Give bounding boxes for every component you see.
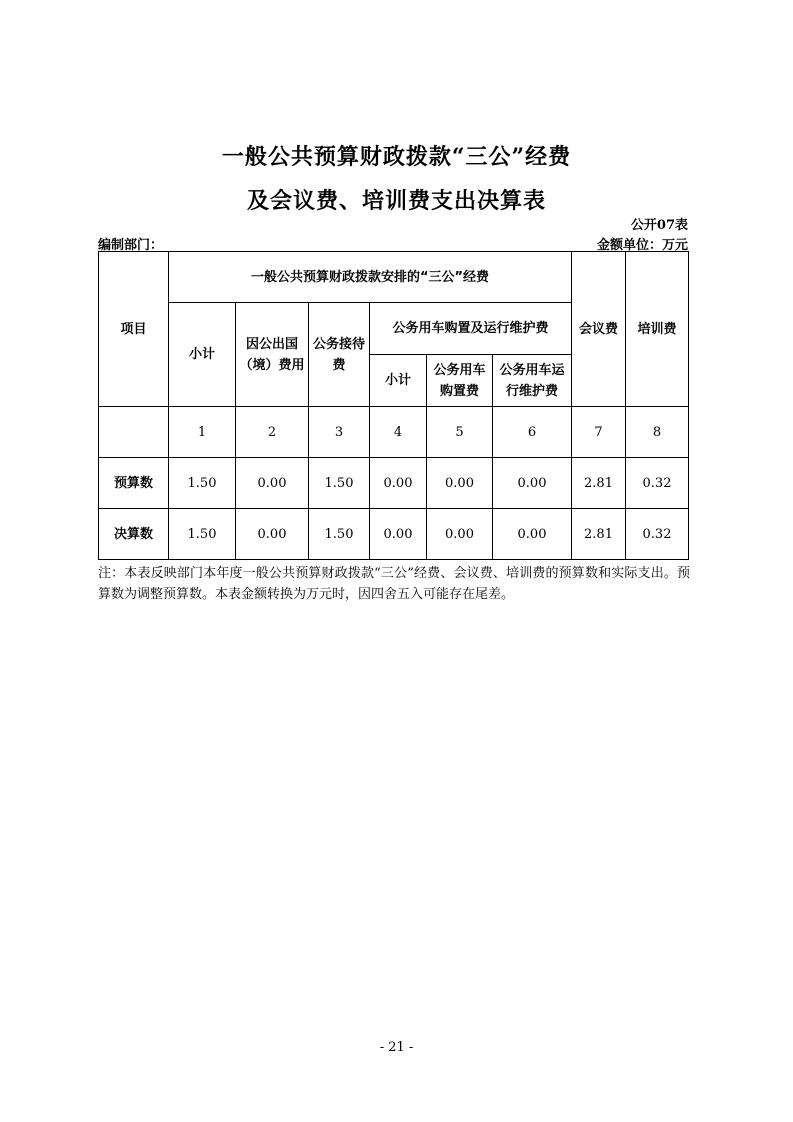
header-training: 培训费 [626,252,689,407]
column-number: 2 [236,407,309,458]
column-number: 1 [169,407,236,458]
column-number: 8 [626,407,689,458]
header-reception: 公务接待费 [309,303,370,407]
header-abroad: 因公出国（境）费用 [236,303,309,407]
header-vehicle-operation: 公务用车运行维护费 [493,355,572,407]
column-number: 7 [572,407,626,458]
table-cell: 0.00 [493,458,572,509]
expenditure-table [98,251,689,560]
table-cell: 1.50 [309,458,370,509]
column-number: 3 [309,407,370,458]
table-note: 注：本表反映部门本年度一般公共预算财政拨款“三公”经费、会议费、培训费的预算数和实际支出。预算数为调整预算数。本表金额转换为万元时，因四舍五入可能存在尾差。 [98,566,690,602]
table-cell: 0.32 [626,458,689,509]
table-cell: 1.50 [309,509,370,560]
header-vehicle-purchase: 公务用车购置费 [427,355,493,407]
amount-unit: 金额单位：万元 [596,238,688,253]
column-number: 6 [493,407,572,458]
table-cell: 2.81 [572,458,626,509]
table-row-budget [99,458,689,509]
header-sangong-group: 一般公共预算财政拨款安排的“三公”经费 [169,252,572,303]
table-cell: 2.81 [572,509,626,560]
header-row-1 [99,252,689,303]
document-title-line2: 及会议费、培训费支出决算表 [246,188,546,214]
table-cell: 1.50 [169,458,236,509]
table-cell: 0.00 [493,509,572,560]
table-cell: 0.00 [370,458,427,509]
unit-label: 编制部门： [98,238,164,253]
table-cell: 0.00 [370,509,427,560]
table-cell: 0.32 [626,509,689,560]
column-number: 4 [370,407,427,458]
header-vehicle-group: 公务用车购置及运行维护费 [370,303,572,355]
column-number-blank [99,407,169,458]
form-number: 公开07表 [630,218,688,233]
column-number: 5 [427,407,493,458]
page-number: - 21 - [379,1040,414,1055]
table-cell: 0.00 [236,509,309,560]
header-item: 项目 [99,252,169,407]
column-number-row [99,407,689,458]
document-title-line1: 一般公共预算财政拨款“三公”经费 [221,144,572,170]
table-row-actual [99,509,689,560]
header-meeting: 会议费 [572,252,626,407]
table-cell: 0.00 [236,458,309,509]
row-label-actual: 决算数 [99,509,169,560]
row-label-budget: 预算数 [99,458,169,509]
header-vehicle-subtotal: 小计 [370,355,427,407]
table-cell: 1.50 [169,509,236,560]
header-subtotal: 小计 [169,303,236,407]
table-cell: 0.00 [427,458,493,509]
table-cell: 0.00 [427,509,493,560]
